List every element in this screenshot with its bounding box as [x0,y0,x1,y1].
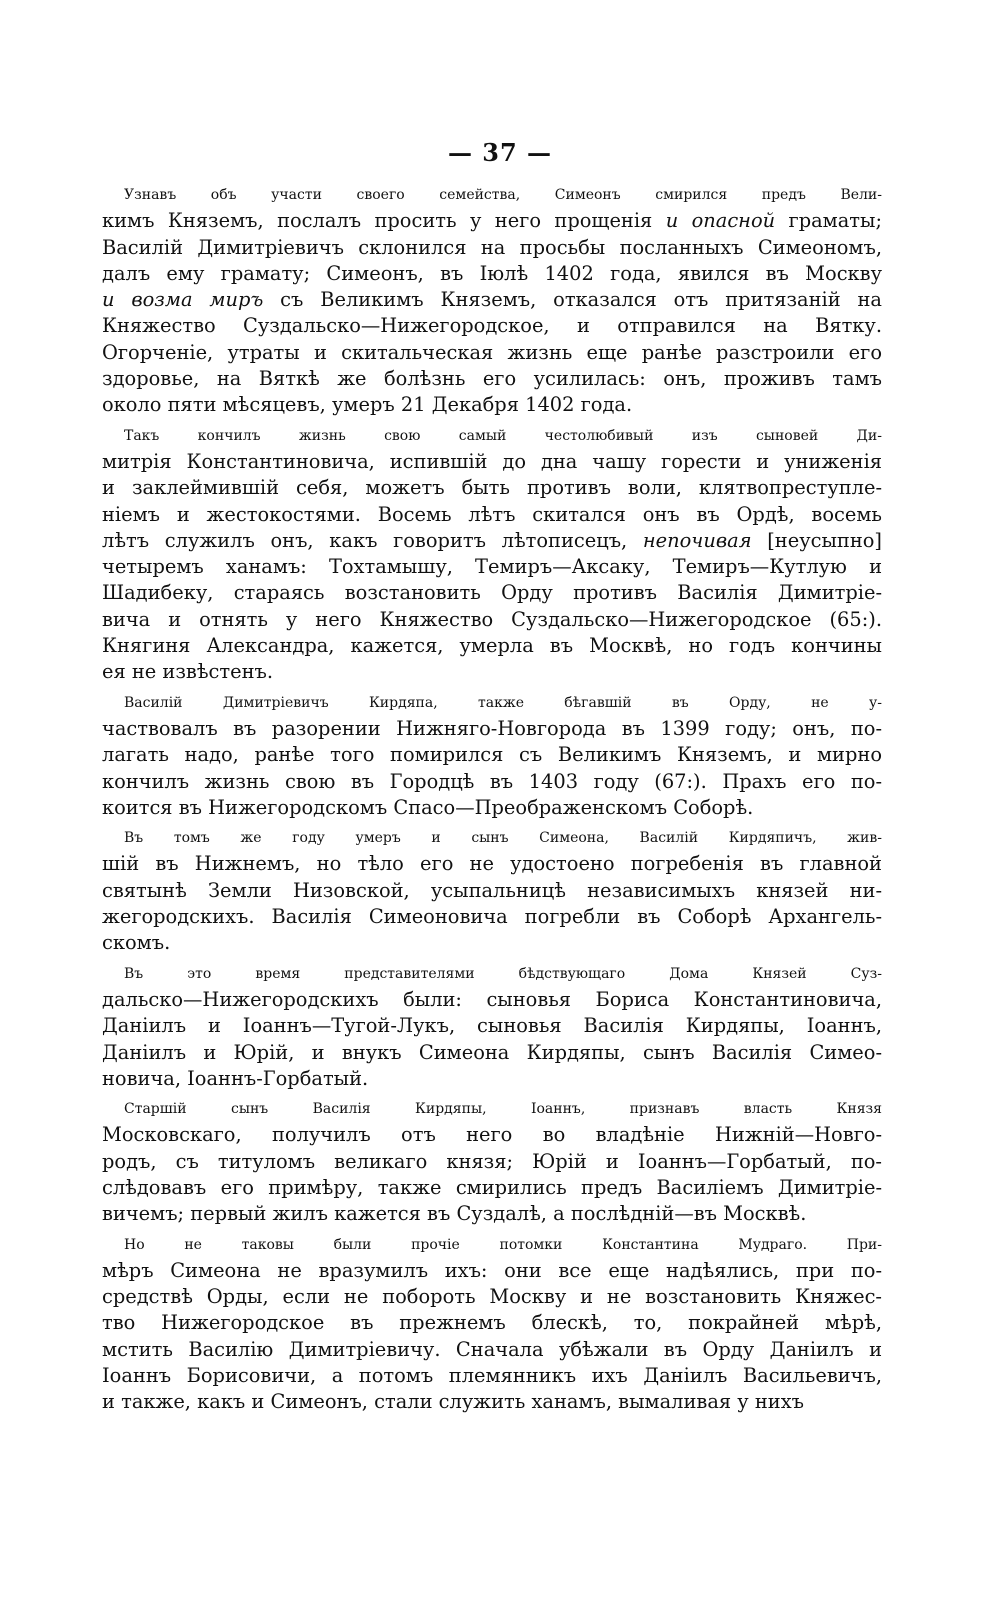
paragraph [102,690,882,821]
text-run: ніемъ и жестокостями. Восемь лѣтъ скитался онъ въ Ордѣ, восемь [102,502,882,526]
paragraph [102,182,882,419]
text-line [102,795,882,821]
text-run: Въ это время представителями бѣдствующаго Дома Князей Суз- [124,965,882,982]
text-line [102,1337,882,1363]
text-run: Василій Димитріевичъ Кирдяпа, также бѣгавшій въ Орду, не у- [124,694,882,711]
body-text [102,182,882,1420]
text-run: четыремъ ханамъ: Тохтамышу, Темиръ—Аксаку, Темиръ—Кутлую и [102,555,882,579]
text-line [102,208,882,234]
text-line [102,340,882,366]
paragraph [102,423,882,686]
text-run: мстить Василію Димитріевичу. Сначала убѣжали въ Орду Даніилъ и [102,1337,882,1361]
text-line [102,1310,882,1336]
italic-text-run: и опасной [665,209,776,233]
text-line [102,1096,882,1122]
text-line [102,878,882,904]
italic-text-run: непочивая [642,528,752,552]
text-line [102,930,882,956]
text-line [102,904,882,930]
text-run: лагать надо, ранѣе того помирился съ Великимъ Княземъ, и мирно [102,743,882,767]
text-run: новича, Іоаннъ-Горбатый. [102,1066,369,1090]
text-line [102,1258,882,1284]
text-line [102,987,882,1013]
text-line [102,580,882,606]
text-line [102,1284,882,1310]
text-run: съ Великимъ Княземъ, отказался отъ притязаній на [263,288,882,312]
text-line [102,716,882,742]
text-run: Іоаннъ Борисовичи, а потомъ племянникъ ихъ Даніилъ Васильевичъ, [102,1364,882,1388]
text-run: дальско—Нижегородскихъ были: сыновья Бориса Константиновича, [102,987,882,1011]
text-line [102,1175,882,1201]
text-run: Василій Димитріевичъ склонился на просьбы посланныхъ Симеономъ, [102,235,882,259]
text-line [102,261,882,287]
paragraph [102,825,882,956]
text-run: ея не извѣстенъ. [102,660,274,684]
text-run: далъ ему грамату; Симеонъ, въ Іюлѣ 1402 года, явился въ Москву [102,261,882,285]
paragraph [102,1232,882,1416]
text-run: Шадибеку, стараясь возстановить Орду противъ Василія Димитріе- [102,581,882,605]
text-run: тво Нижегородское въ прежнемъ блескѣ, то, покрайней мѣрѣ, [102,1311,882,1335]
text-run: около пяти мѣсяцевъ, умеръ 21 Декабря 1402 года. [102,393,633,417]
text-run: мѣръ Симеона не вразумилъ ихъ: они все еще надѣялись, при по- [102,1258,882,1282]
text-line [102,1066,882,1092]
text-line [102,1122,882,1148]
text-line [102,182,882,208]
text-line [102,475,882,501]
text-line [102,502,882,528]
text-run: средствѣ Орды, если не побороть Москву и не возстановить Княжес- [102,1285,882,1309]
text-line [102,423,882,449]
text-run: родъ, съ титуломъ великаго князя; Юрій и Іоаннъ—Горбатый, по- [102,1149,882,1173]
text-run: и также, какъ и Симеонъ, стали служить ханамъ, вымаливая у нихъ [102,1390,804,1414]
text-line [102,851,882,877]
text-line [102,1363,882,1389]
text-line [102,742,882,768]
text-run: кимъ Княземъ, послалъ просить у него прощенія [102,209,666,233]
text-line [102,449,882,475]
text-run: святынѣ Земли Низовской, усыпальницѣ независимыхъ князей ни- [102,878,882,902]
text-run: вича и отнять у него Княжество Суздальско—Нижегородское (65:). [102,607,882,631]
text-run: шій въ Нижнемъ, но тѣло его не удостоено погребенія въ главной [102,852,882,876]
text-run: Старшій сынъ Василія Кирдяпы, Іоаннъ, признавъ власть Князя [124,1101,882,1118]
text-run: Узнавъ объ участи своего семейства, Симеонъ смирился предъ Вели- [124,187,882,203]
text-run: частвовалъ въ разорении Нижняго-Новгорода въ 1399 году; онъ, по- [102,716,882,740]
text-line [102,961,882,987]
text-line [102,690,882,716]
text-run: коится въ Нижегородскомъ Спасо—Преображенскомъ Соборѣ. [102,795,754,819]
text-line [102,1389,882,1415]
text-run: скомъ. [102,931,171,955]
text-run: и заклеймившій себя, можетъ быть противъ воли, клятвопреступле- [102,476,882,500]
text-run: здоровье, на Вяткѣ же болѣзнь его усилилась: онъ, проживъ тамъ [102,367,882,391]
text-line [102,235,882,261]
text-line [102,825,882,851]
text-line [102,366,882,392]
text-line [102,633,882,659]
text-run: Но не таковы были прочіе потомки Константина Мудраго. При- [124,1236,882,1253]
text-line [102,1013,882,1039]
text-line [102,528,882,554]
text-line [102,554,882,580]
text-run: Московскаго, получилъ отъ него во владѣніе Нижній—Новго- [102,1123,882,1147]
text-run: Такъ кончилъ жизнь свою самый честолюбивый изъ сыновей Ди- [124,427,882,444]
text-run: митрія Константиновича, испившій до дна чашу горести и униженія [102,449,882,473]
text-run: лѣтъ служилъ онъ, какъ говоритъ лѣтописецъ, [102,528,643,552]
text-line [102,1040,882,1066]
text-line [102,1149,882,1175]
text-run: слѣдовавъ его примѣру, также смирились предъ Василіемъ Димитріе- [102,1175,882,1199]
text-line [102,313,882,339]
page-number: — 37 — [447,138,553,167]
text-run: [неусыпно] [751,528,882,552]
italic-text-run: и возма миръ [102,288,264,312]
text-run: Даніилъ и Юрій, и внукъ Симеона Кирдяпы, сынъ Василія Симео- [102,1040,882,1064]
text-line [102,769,882,795]
text-run: Даніилъ и Іоаннъ—Тугой-Лукъ, сыновья Василія Кирдяпы, Іоаннъ, [102,1014,882,1038]
text-line [102,1232,882,1258]
text-line [102,659,882,685]
text-line [102,287,882,313]
text-run: граматы; [775,209,883,233]
text-line [102,607,882,633]
text-run: кончилъ жизнь свою въ Городцѣ въ 1403 году (67:). Прахъ его по- [102,769,882,793]
text-run: жегородскихъ. Василія Симеоновича погребли въ Соборѣ Архангель- [102,905,882,929]
text-line [102,392,882,418]
text-run: Княжество Суздальско—Нижегородское, и отправился на Вятку. [102,314,882,338]
paragraph [102,961,882,1092]
text-run: Въ томъ же году умеръ и сынъ Симеона, Василій Кирдяпичъ, жив- [124,830,882,847]
text-line [102,1201,882,1227]
text-run: вичемъ; первый жилъ кажется въ Суздалѣ, а послѣдній—въ Москвѣ. [102,1202,807,1226]
text-run: Огорченіе, утраты и скитальческая жизнь еще ранѣе разстроили его [102,340,882,364]
text-run: Княгиня Александра, кажется, умерла въ Москвѣ, но годъ кончины [102,634,882,658]
paragraph [102,1096,882,1227]
